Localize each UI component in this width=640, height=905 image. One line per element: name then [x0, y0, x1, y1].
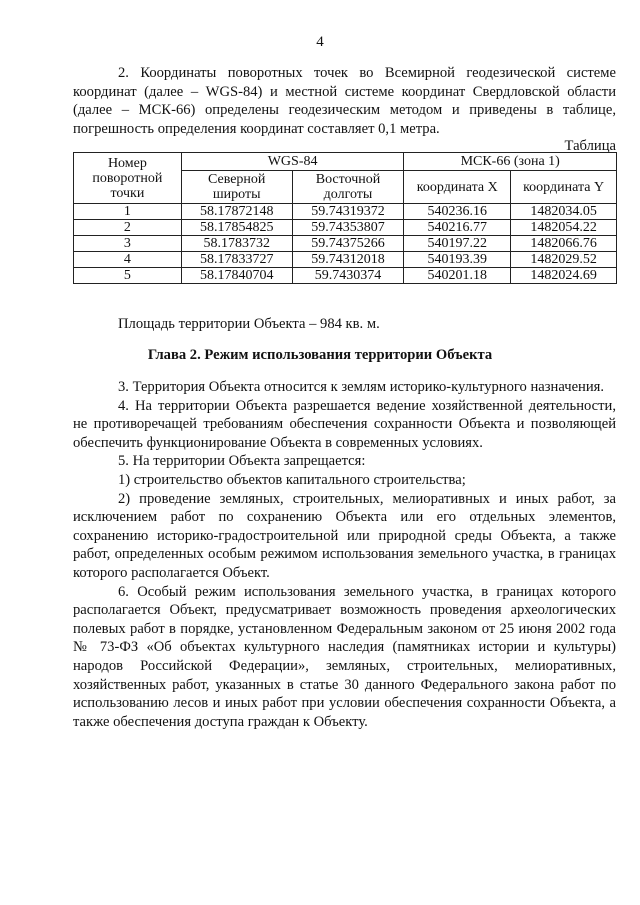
area-statement: Площадь территории Объекта – 984 кв. м. — [118, 316, 380, 332]
table-row — [74, 252, 617, 268]
cell-coord-x: 540236.16 — [404, 204, 511, 220]
header-wgs84: WGS-84 — [181, 153, 404, 171]
cell-longitude: 59.7430374 — [292, 268, 404, 284]
cell-coord-x: 540216.77 — [404, 220, 511, 236]
cell-coord-x: 540201.18 — [404, 268, 511, 284]
header-coord-y: координата Y — [511, 171, 617, 204]
cell-longitude: 59.74375266 — [292, 236, 404, 252]
cell-point-number: 1 — [74, 204, 182, 220]
header-msk66: МСК-66 (зона 1) — [404, 153, 617, 171]
cell-latitude: 58.17854825 — [181, 220, 292, 236]
chapter-body — [73, 378, 616, 731]
header-coord-x: координата X — [404, 171, 511, 204]
paragraph-5: 5. На территории Объекта запрещается: — [118, 453, 366, 470]
cell-coord-y: 1482054.22 — [511, 220, 617, 236]
cell-point-number: 4 — [74, 252, 182, 268]
cell-longitude: 59.74319372 — [292, 204, 404, 220]
paragraph-2: 2. Координаты поворотных точек во Всемирной геодезической системе координат (далее – WGS-84) и местной системе координат Свердловской области (далее – МСК-66) определены геодезическим методом и приведены в таблице, погрешность определения координат составляет 0,1 метра. — [73, 65, 616, 137]
paragraph-3: 3. Территория Объекта относится к землям историко-культурного назначения. — [118, 379, 605, 395]
paragraph-6: 6. Особый режим использования земельного участка, в границах которого располагается Объект, предусматривает возможность проведения археологических полевых работ в порядке, установленном Федеральным законом от 25 июня 2002 года № 73-ФЗ «Об объектах культурного наследия (памятниках истории и культуры) народов Российской Федерации», земляных, строительных, мелиоративных, хозяйственных работ, указанных в статье 30 данного Федерального закона работ по использованию лесов и иных работ при условии обеспечения сохранности Объекта, а также обеспечения доступа граждан к Объекту. — [73, 583, 616, 730]
paragraph-4: 4. На территории Объекта разрешается ведение хозяйственной деятельности, не противоречащей требованиям обеспечения сохранности Объекта и позволяющей обеспечить функционирование Объекта в современных условиях. — [73, 397, 616, 451]
list-item-2: 2) проведение земляных, строительных, мелиоративных и иных работ, за исключением работ по сохранению Объекта или его отдельных элементов, сохранению историко-градостроительной или природной среды Объекта, а также работ, определенных особым режимом использования земельного участка, в границах которого располагается Объект. — [73, 490, 616, 581]
header-latitude: Северной широты — [181, 171, 292, 204]
header-longitude: Восточной долготы — [292, 171, 404, 204]
table-row — [74, 268, 617, 284]
cell-latitude: 58.17840704 — [181, 268, 292, 284]
chapter-heading: Глава 2. Режим использования территории Объекта — [147, 347, 493, 363]
cell-latitude: 58.17872148 — [181, 204, 292, 220]
cell-coord-y: 1482024.69 — [511, 268, 617, 284]
paragraph-2-block — [73, 64, 616, 138]
cell-coord-x: 540193.39 — [404, 252, 511, 268]
table-caption: Таблица — [564, 138, 616, 154]
cell-point-number: 2 — [74, 220, 182, 236]
page-number: 4 — [316, 34, 324, 50]
cell-point-number: 3 — [74, 236, 182, 252]
cell-latitude: 58.17833727 — [181, 252, 292, 268]
cell-coord-y: 1482066.76 — [511, 236, 617, 252]
cell-point-number: 5 — [74, 268, 182, 284]
list-item-1: 1) строительство объектов капитального строительства; — [118, 471, 466, 488]
table-row — [74, 204, 617, 220]
cell-coord-y: 1482029.52 — [511, 252, 617, 268]
cell-longitude: 59.74353807 — [292, 220, 404, 236]
cell-longitude: 59.74312018 — [292, 252, 404, 268]
cell-latitude: 58.1783732 — [181, 236, 292, 252]
coordinates-table — [73, 152, 617, 284]
table-row — [74, 236, 617, 252]
cell-coord-x: 540197.22 — [404, 236, 511, 252]
table-row — [74, 220, 617, 236]
header-point-number: Номер поворотной точки — [74, 153, 182, 204]
cell-coord-y: 1482034.05 — [511, 204, 617, 220]
